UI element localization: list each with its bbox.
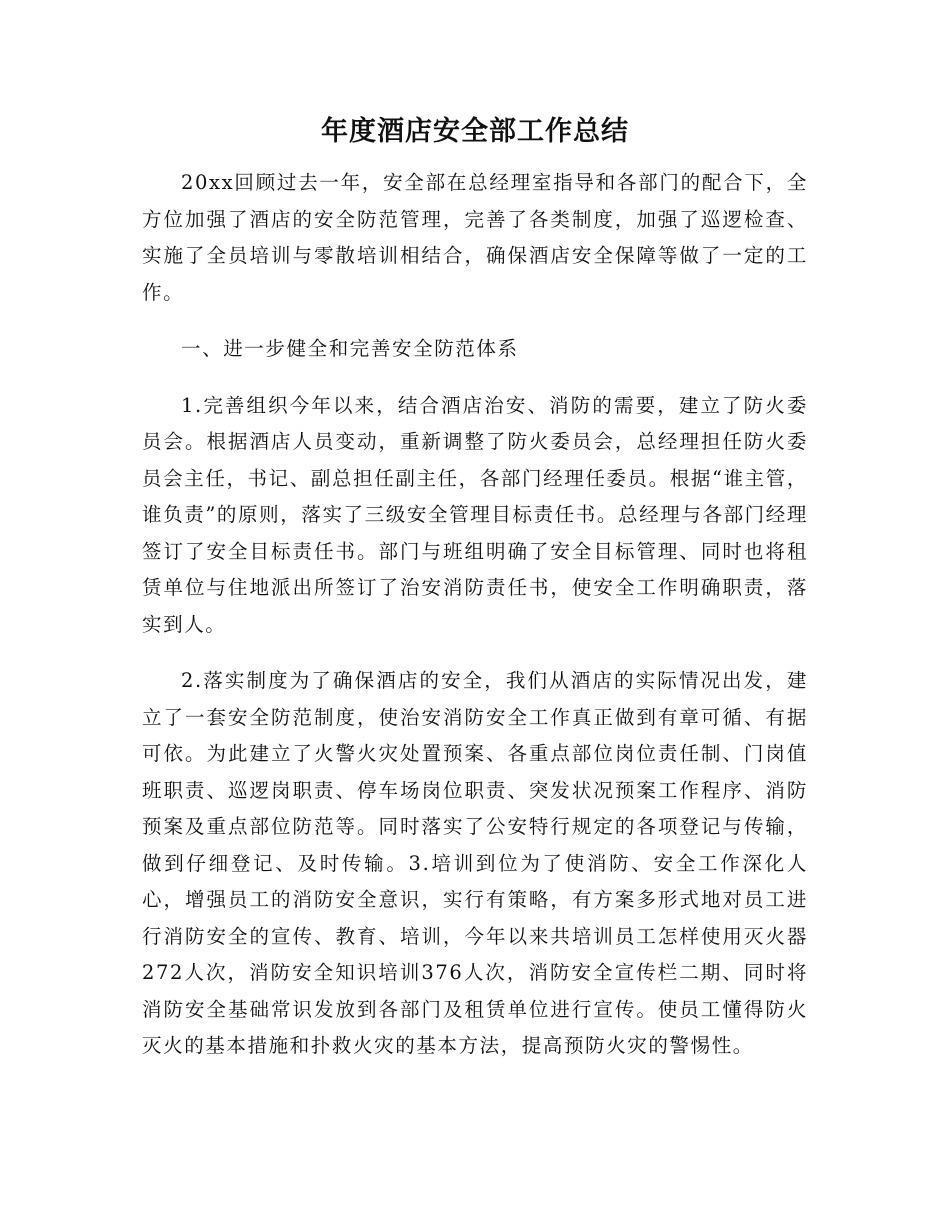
document-body bbox=[142, 165, 808, 1065]
system-training-paragraph: 2.落实制度为了确保酒店的安全，我们从酒店的实际情况出发，建立了一套安全防范制度，使治安消防安全工作真正做到有章可循、有据可依。为此建立了火警火灾处置预案、各重点部位岗位责任制、门岗值班职责、巡逻岗职责、停车场岗位职责、突发状况预案工作程序、消防预案及重点部位防范等。同时落实了公安特行规定的各项登记与传输，做到仔细登记、及时传输。3.培训到位为了使消防、安全工作深化人心，增强员工的消防安全意识，实行有策略，有方案多形式地对员工进行消防安全的宣传、教育、培训，今年以来共培训员工怎样使用灭火器272人次，消防安全知识培训376人次，消防安全宣传栏二期、同时将消防安全基础常识发放到各部门及租赁单位进行宣传。使员工懂得防火灭火的基本措施和扑救火灾的基本方法，提高预防火灾的警惕性。 bbox=[142, 669, 808, 1057]
organization-paragraph: 1.完善组织今年以来，结合酒店治安、消防的需要，建立了防火委员会。根据酒店人员变动，重新调整了防火委员会，总经理担任防火委员会主任，书记、副总担任副主任，各部门经理任委员。根据“谁主管，谁负责”的原则，落实了三级安全管理目标责任书。总经理与各部门经理签订了安全目标责任书。部门与班组明确了安全目标管理、同时也将租赁单位与住地派出所签订了治安消防责任书，使安全工作明确职责，落实到人。 bbox=[142, 393, 808, 636]
intro-paragraph: 20xx回顾过去一年，安全部在总经理室指导和各部门的配合下，全方位加强了酒店的安全防范管理，完善了各类制度，加强了巡逻检查、实施了全员培训与零散培训相结合，确保酒店安全保障等做了一定的工作。 bbox=[142, 171, 808, 304]
section-heading: 一、进一步健全和完善安全防范体系 bbox=[181, 337, 519, 360]
document-title: 年度酒店安全部工作总结 bbox=[321, 116, 629, 147]
